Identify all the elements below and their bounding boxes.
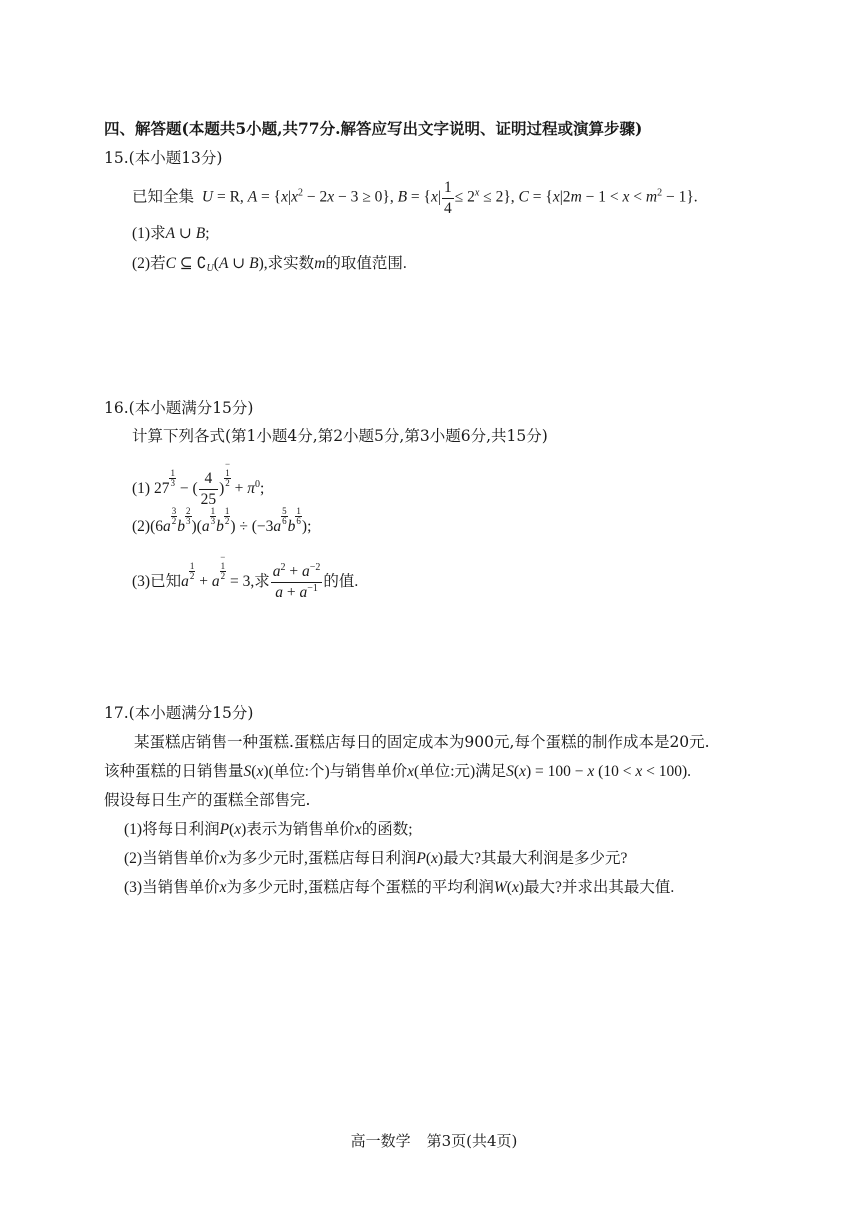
q17-header: 17.(本小题满分15分) <box>104 704 254 722</box>
q15-header: 15.(本小题13分) <box>104 149 223 167</box>
q17-sub1-a: (1)将每日利润 <box>124 821 220 838</box>
fraction: $\frac{1}{4}$ <box>443 179 452 217</box>
q17-sub1-c: 的函数; <box>361 821 413 838</box>
section-heading: 四、解答题(本题共5小题,共77分.解答应写出文字说明、证明过程或演算步骤) <box>104 119 643 138</box>
q15-sub2-label: (2)若 <box>132 255 166 272</box>
q17-line2-c: (单位:元)满足 <box>414 763 507 780</box>
q16-header: 16.(本小题满分15分) <box>104 399 254 417</box>
q17-line2-a: 该种蛋糕的日销售量 <box>104 763 244 780</box>
footer-page-number: 第3页(共4页) <box>426 1132 518 1150</box>
q16-sub2: (2)(6a $\frac{3}{2}$ b $\frac{2}{3}$ )(a $\frac{1}{3}$ b $\frac{1}{2}$ ) ÷ (−3a $\frac{5}{6}$ b $\frac{1}{6}$ ); <box>132 506 312 535</box>
q17-sub3: (3)当销售单价x为多少元时,蛋糕店每个蛋糕的平均利润W(x)最大?并求出其最大值. <box>124 879 675 896</box>
page-footer <box>0 1130 868 1151</box>
fraction: $\frac{a^2 + a^{-2}}{a + a^{-1}}$ <box>272 562 321 601</box>
footer-subject: 高一数学 <box>350 1132 411 1150</box>
q15-statement: 已知全集 U = R, $A = \{x|x^2 - 2x - 3 \ge 0\}$, B = {x| $\frac{1}{4}$ ≤ $2^x \le 2$}, $C = \{x|2m - 1 < x < m^2 - 1\}$. <box>132 179 698 217</box>
q16-sub3: (3)已知a $\frac{1}{2}$ + a − 1 2 = 3,求 $\frac{a^2 + a^{-2}}{a + a^{-1}}$ 的值. <box>132 552 359 601</box>
q16-sub2-label: (2) <box>132 518 151 535</box>
fraction: $\frac{4}{25}$ <box>200 470 217 508</box>
q17-line2-b: (单位:个)与销售单价 <box>268 763 408 780</box>
q17-sub3-c: 最大?并求出其最大值. <box>524 879 675 896</box>
q15-statement-text: 已知全集 <box>132 188 195 206</box>
q17-sub1: (1)将每日利润P(x)表示为销售单价x的函数; <box>124 821 413 838</box>
q15-sub1: (1)求A ∪ B; <box>132 225 210 242</box>
q17-sub2-c: 最大?其最大利润是多少元? <box>443 850 628 867</box>
q17-line1: 某蛋糕店销售一种蛋糕.蛋糕店每日的固定成本为900元,每个蛋糕的制作成本是20元. <box>134 733 710 751</box>
q16-sub1: (1) 27 $\frac{1}{3}$ − ( $\frac{4}{25}$ ) − 1 2 + $\pi^0$; <box>132 459 265 508</box>
q16-sub3-end: 的值. <box>323 573 359 590</box>
q15-sub1-label: (1)求 <box>132 225 166 242</box>
q16-sub1-label: (1) <box>132 480 151 497</box>
q17-sub3-b: 为多少元时,蛋糕店每个蛋糕的平均利润 <box>226 879 494 896</box>
q17-sub1-b: 表示为销售单价 <box>246 821 355 838</box>
q17-line3: 假设每日生产的蛋糕全部售完. <box>104 791 311 809</box>
q16-intro: 计算下列各式(第1小题4分,第2小题5分,第3小题6分,共15分) <box>132 427 548 445</box>
q15-sub2-end: 的取值范围. <box>325 255 407 272</box>
q17-sub2-b: 为多少元时,蛋糕店每日利润 <box>226 850 417 867</box>
q16-sub3-label: (3)已知 <box>132 573 182 590</box>
q17-sub2-a: (2)当销售单价 <box>124 850 220 867</box>
q16-sub3-mid: ,求 <box>250 573 270 590</box>
q17-line2: 该种蛋糕的日销售量S(x)(单位:个)与销售单价x(单位:元)满足S(x) = 100 − x (10 < x < 100). <box>104 763 691 780</box>
q15-sub2-text: ,求实数 <box>263 255 315 272</box>
q15-sub2: (2)若C ⊆ $∁_U(A$ ∪ B),求实数m的取值范围. <box>132 255 407 274</box>
q17-sub3-a: (3)当销售单价 <box>124 879 220 896</box>
q17-sub2: (2)当销售单价x为多少元时,蛋糕店每日利润P(x)最大?其最大利润是多少元? <box>124 850 628 867</box>
